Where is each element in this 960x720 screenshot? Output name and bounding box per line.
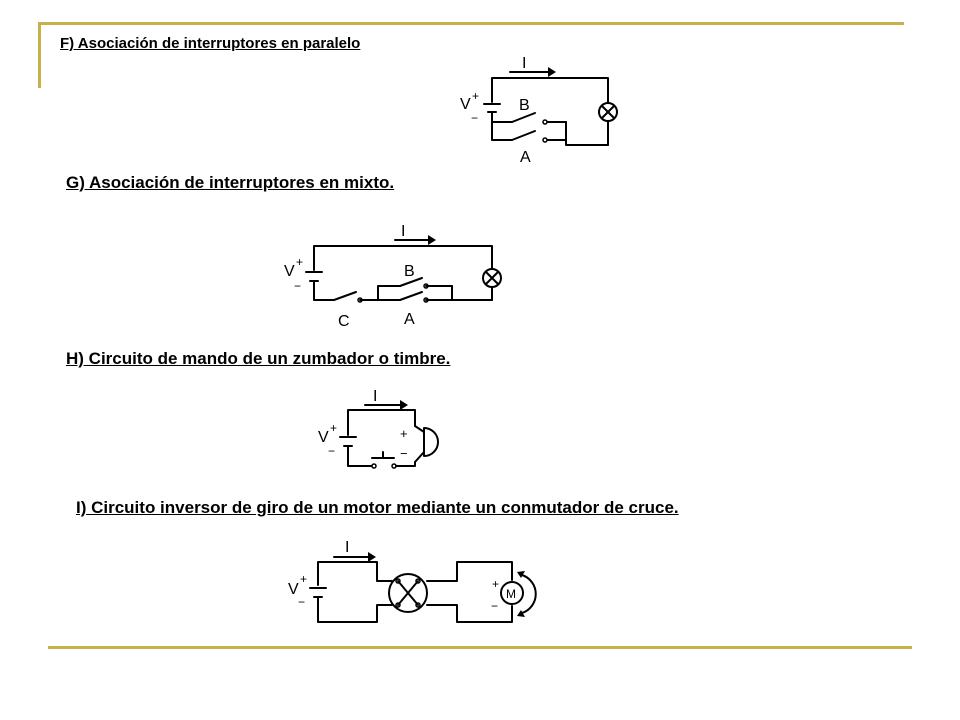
heading-parallel: F) Asociación de interruptores en paralelo [60,35,361,52]
svg-text:I: I [345,539,350,556]
svg-text:V: V [284,263,295,280]
svg-text:+: + [330,421,338,435]
svg-text:B: B [404,263,415,280]
svg-text:−: − [328,444,336,458]
svg-text:+: + [492,577,500,591]
heading-motor-reverser: I) Circuito inversor de giro de un motor mediante un conmutador de cruce. [76,498,679,517]
svg-text:C: C [338,313,350,330]
svg-text:−: − [400,446,408,461]
svg-text:I: I [373,388,378,405]
svg-text:I: I [522,55,527,72]
bottom-rule [48,646,912,649]
svg-text:−: − [294,279,302,293]
svg-text:V: V [318,429,329,446]
svg-text:V: V [460,96,471,113]
svg-text:A: A [520,149,531,166]
svg-text:+: + [472,89,480,103]
svg-text:+: + [296,255,304,269]
heading-mixed: G) Asociación de interruptores en mixto. [66,173,395,192]
diagram-buzzer-circuit [315,385,465,475]
svg-text:+: + [400,426,408,441]
svg-text:M: M [506,587,516,601]
svg-text:I: I [401,223,406,240]
svg-text:+: + [300,572,308,586]
svg-text:−: − [298,595,306,609]
left-rule [38,22,41,88]
heading-buzzer: H) Circuito de mando de un zumbador o timbre. [66,349,451,368]
svg-text:A: A [404,311,415,328]
diagram-mixed-switches [280,220,510,330]
svg-text:−: − [491,599,499,613]
top-rule [38,22,904,25]
diagram-parallel-switches [455,55,645,165]
svg-text:−: − [471,111,479,125]
diagram-motor-reverser [285,540,555,635]
svg-text:B: B [519,97,530,114]
svg-text:V: V [288,581,299,598]
